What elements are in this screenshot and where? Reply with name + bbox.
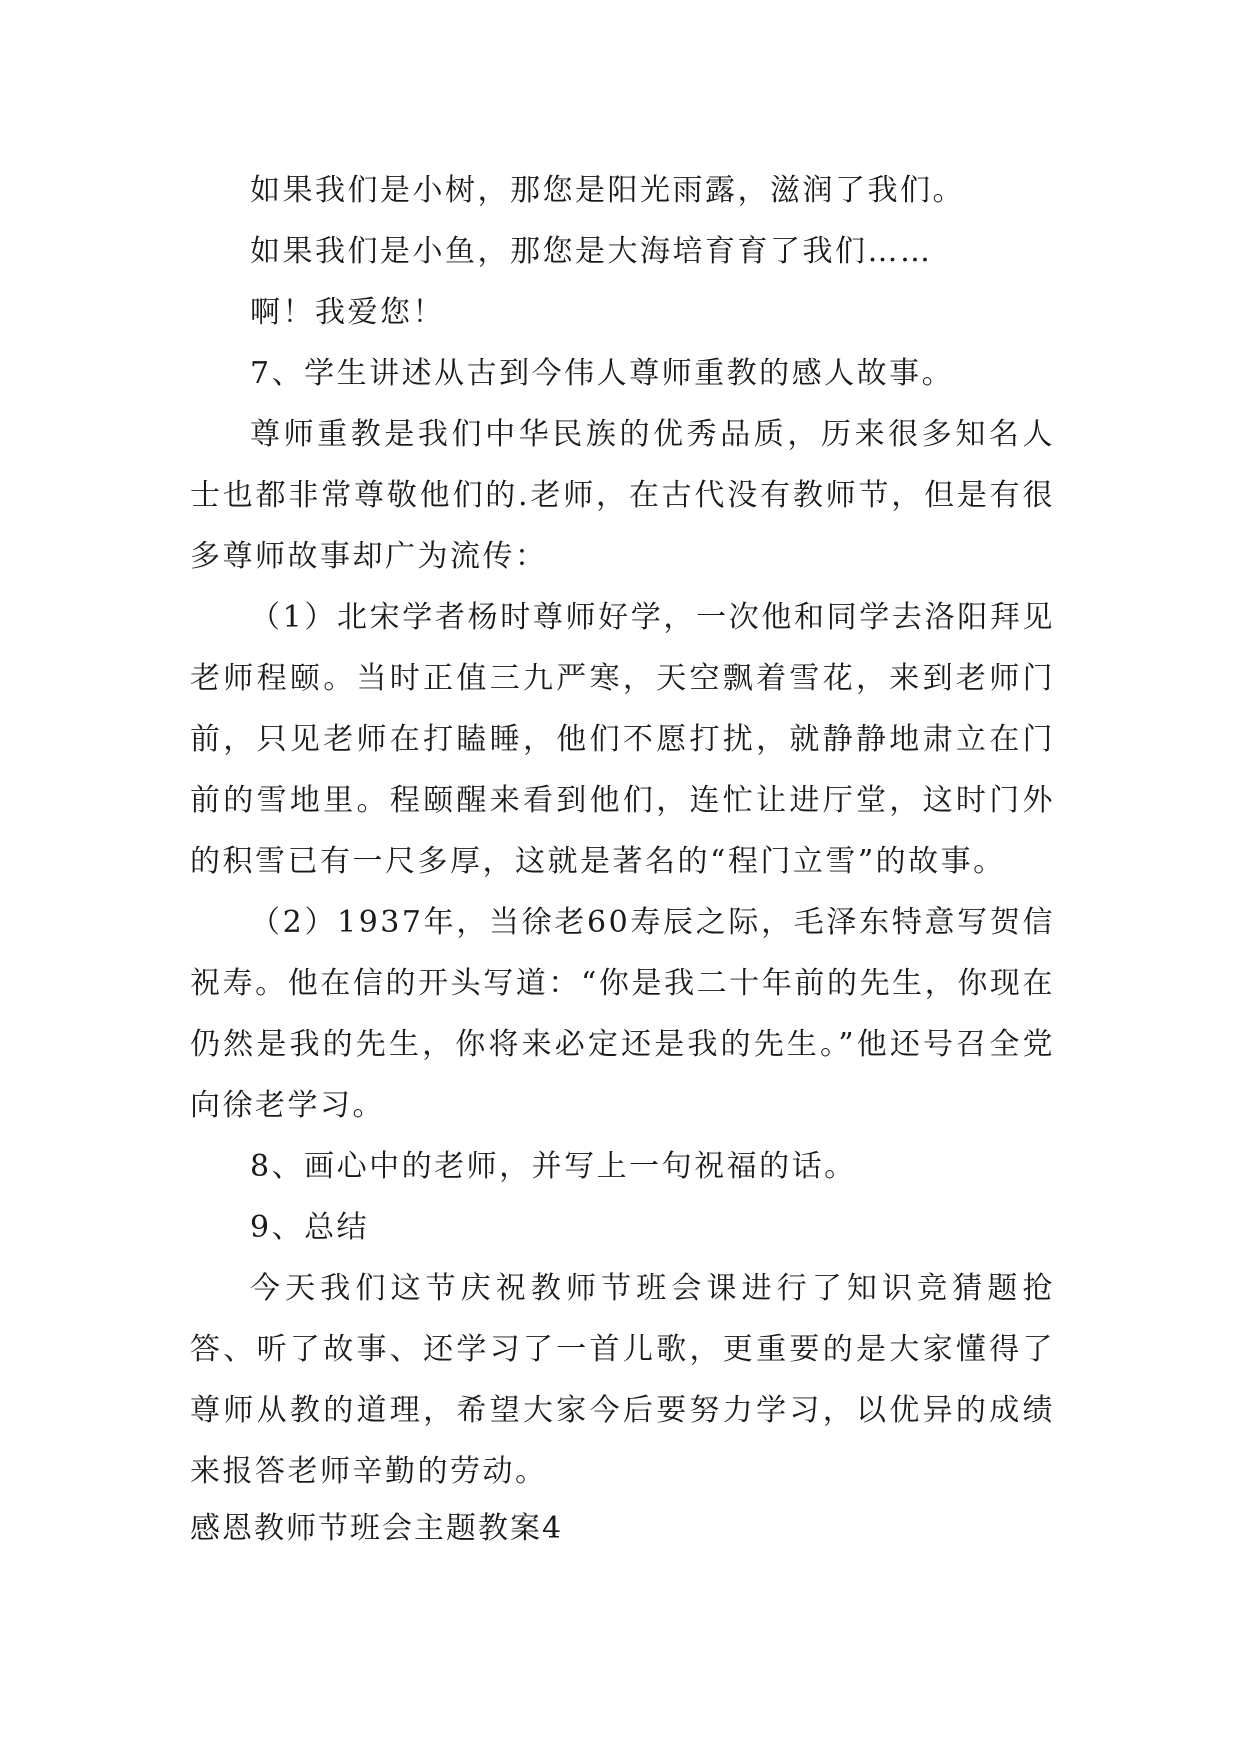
paragraph-poem-line-2: 如果我们是小鱼，那您是大海培育育了我们……: [250, 234, 933, 269]
section-heading: 感恩教师节班会主题教案4: [190, 1511, 564, 1546]
paragraph-step-7: 7、学生讲述从古到今伟人尊师重教的感人故事。: [250, 356, 955, 391]
paragraph-step-9: 9、总结: [250, 1210, 370, 1245]
paragraph-step-8: 8、画心中的老师，并写上一句祝福的话。: [250, 1149, 857, 1184]
paragraph-intro-stories: 尊师重教是我们中华民族的优秀品质，历来很多知名人士也都非常尊敬他们的.老师，在古代没有教师节，但是有很多尊师故事却广为流传：: [190, 417, 1055, 574]
paragraph-poem-line-1: 如果我们是小树，那您是阳光雨露，滋润了我们。: [250, 173, 965, 208]
paragraph-story-2: （2）1937年，当徐老60寿辰之际，毛泽东特意写贺信祝寿。他在信的开头写道：“你是我二十年前的先生，你现在仍然是我的先生，你将来必定还是我的先生。”他还号召全党向徐老学习。: [190, 905, 1055, 1123]
paragraph-story-1: （1）北宋学者杨时尊师好学，一次他和同学去洛阳拜见老师程颐。当时正值三九严寒，天空飘着雪花，来到老师门前，只见老师在打瞌睡，他们不愿打扰，就静静地肃立在门前的雪地里。程颐醒来看到他们，连忙让进厅堂，这时门外的积雪已有一尺多厚，这就是著名的“程门立雪”的故事。: [190, 600, 1055, 879]
paragraph-poem-line-3: 啊！我爱您！: [250, 295, 445, 330]
paragraph-summary: 今天我们这节庆祝教师节班会课进行了知识竞猜题抢答、听了故事、还学习了一首儿歌，更重要的是大家懂得了尊师从教的道理，希望大家今后要努力学习，以优异的成绩来报答老师辛勤的劳动。: [190, 1271, 1055, 1489]
document-body: [190, 160, 1055, 1502]
